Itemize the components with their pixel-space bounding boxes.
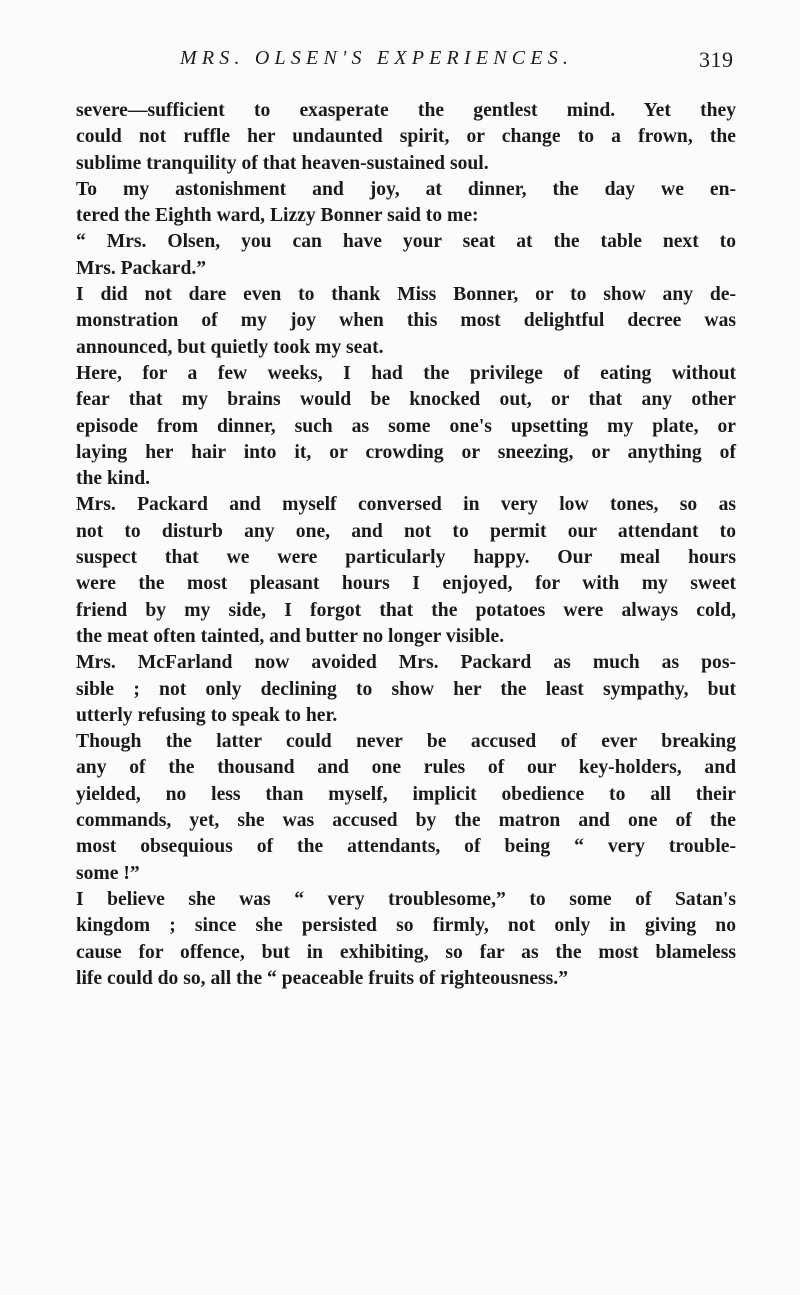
text-line: Here, for a few weeks, I had the privilege of eating without <box>76 362 736 384</box>
text-line: I believe she was “ very troublesome,” to some of Satan's <box>76 888 736 910</box>
text-line: laying her hair into it, or crowding or sneezing, or anything of <box>76 441 736 463</box>
text-line: yielded, no less than myself, implicit obedience to all their <box>76 783 736 805</box>
text-line: sible ; not only declining to show her the least sympathy, but <box>76 678 736 700</box>
text-line: the kind. <box>76 468 151 490</box>
text-line: were the most pleasant hours I enjoyed, for with my sweet <box>76 573 736 595</box>
text-line: severe—sufficient to exasperate the gentlest mind. Yet they <box>76 100 736 121</box>
text-line: the meat often tainted, and butter no longer visible. <box>76 625 505 647</box>
text-line: Mrs. Packard and myself conversed in very low tones, so as <box>76 494 736 516</box>
body-text <box>76 98 736 992</box>
running-header <box>0 47 800 77</box>
text-line: fear that my brains would be knocked out, or that any other <box>76 389 736 411</box>
page-number: 319 <box>699 47 734 72</box>
text-line: not to disturb any one, and not to permit our attendant to <box>76 520 736 542</box>
text-line: Mrs. Packard.” <box>76 257 207 279</box>
text-line: most obsequious of the attendants, of being “ very trouble- <box>76 836 736 858</box>
text-line: Mrs. McFarland now avoided Mrs. Packard as much as pos- <box>76 652 736 674</box>
text-line: friend by my side, I forgot that the potatoes were always cold, <box>76 599 736 621</box>
text-line: To my astonishment and joy, at dinner, the day we en- <box>76 178 736 200</box>
text-line: some !” <box>76 862 140 884</box>
text-line: “ Mrs. Olsen, you can have your seat at the table next to <box>76 231 736 253</box>
text-line: could not ruffle her undaunted spirit, or change to a frown, the <box>76 126 736 148</box>
text-line: announced, but quietly took my seat. <box>76 336 384 358</box>
text-line: suspect that we were particularly happy. Our meal hours <box>76 547 736 569</box>
text-line: utterly refusing to speak to her. <box>76 704 338 726</box>
text-line: any of the thousand and one rules of our key-holders, and <box>76 757 736 779</box>
text-line: commands, yet, she was accused by the matron and one of the <box>76 810 736 832</box>
text-line: kingdom ; since she persisted so firmly, not only in giving no <box>76 915 736 937</box>
text-line: monstration of my joy when this most delightful decree was <box>76 310 736 332</box>
text-line: life could do so, all the “ peaceable fruits of righteousness.” <box>76 967 569 989</box>
text-line: sublime tranquility of that heaven-sustained soul. <box>76 152 489 174</box>
text-line: I did not dare even to thank Miss Bonner, or to show any de- <box>76 284 736 306</box>
text-line: tered the Eighth ward, Lizzy Bonner said to me: <box>76 205 479 227</box>
text-line: episode from dinner, such as some one's upsetting my plate, or <box>76 415 736 437</box>
text-line: cause for offence, but in exhibiting, so far as the most blameless <box>76 941 736 963</box>
running-title: MRS. OLSEN'S EXPERIENCES. <box>180 47 574 69</box>
text-line: Though the latter could never be accused of ever breaking <box>76 731 736 753</box>
